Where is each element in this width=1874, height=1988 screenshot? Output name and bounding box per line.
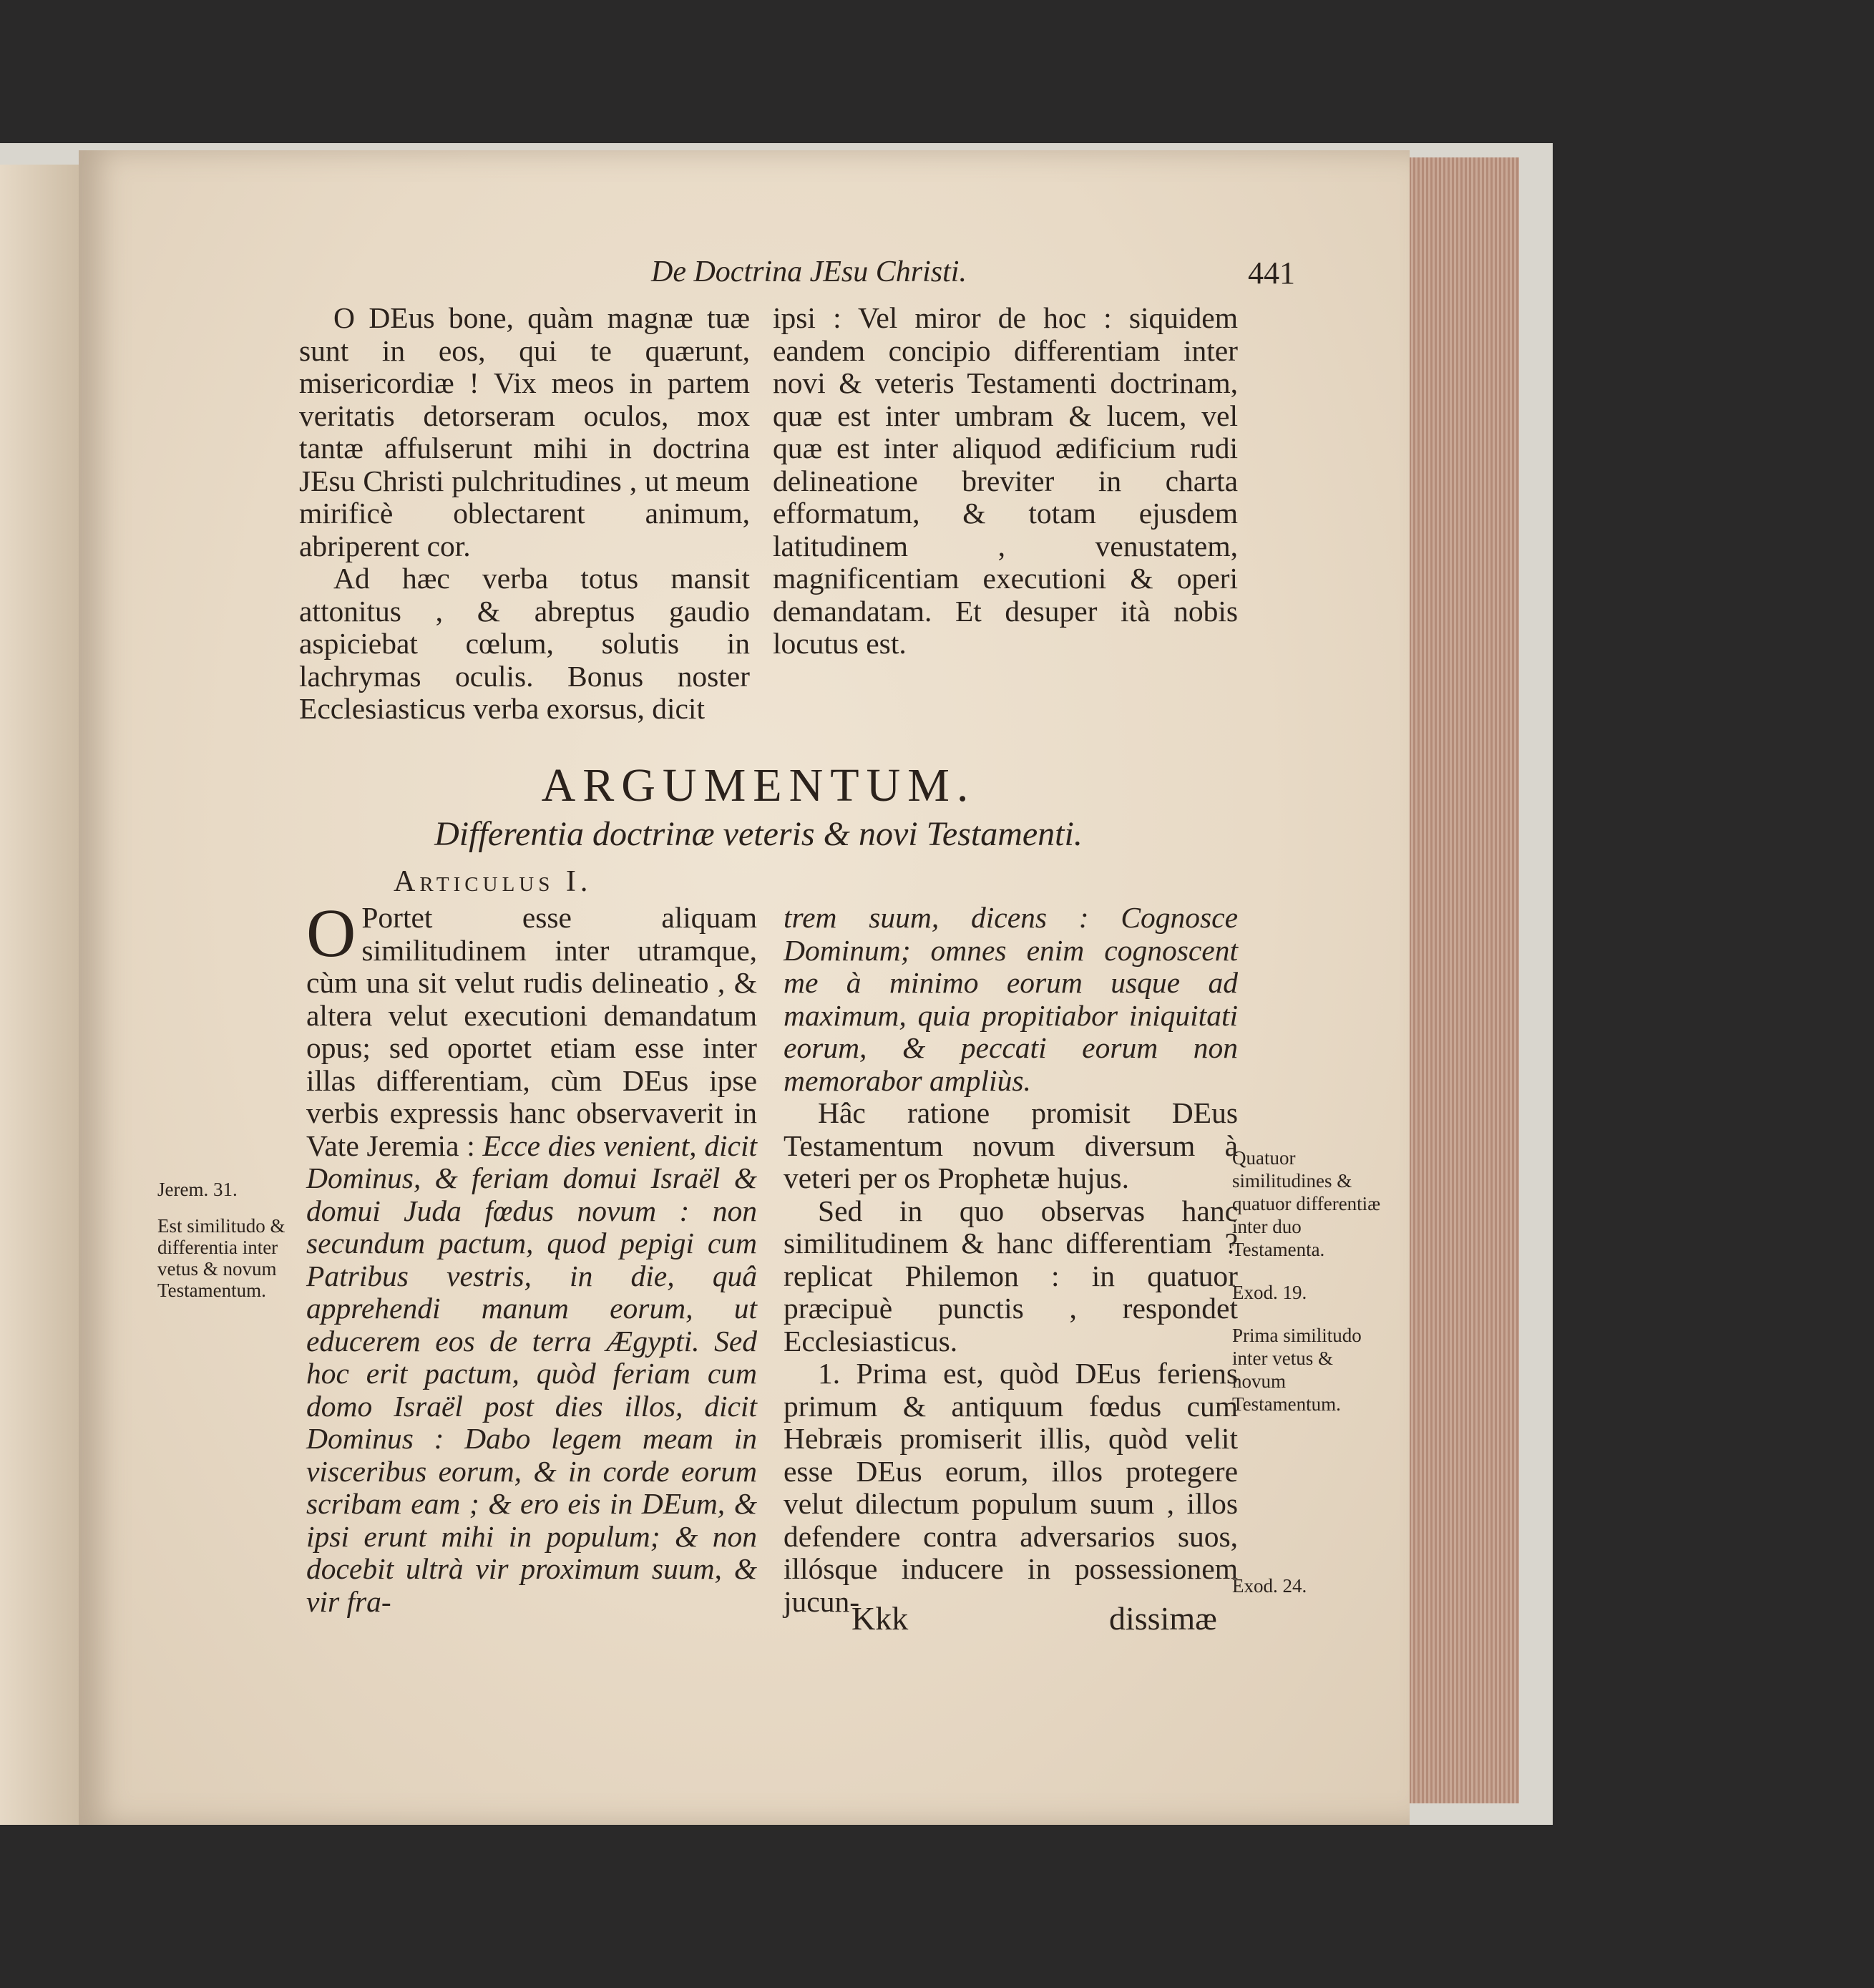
running-title: De Doctrina JEsu Christi. xyxy=(651,255,967,288)
page-edges xyxy=(1402,157,1519,1803)
page-header xyxy=(594,250,1295,301)
scripture-quote: Ecce dies venient, dicit Dominus, & feriam domui Israël & domui Juda fœdus novum : non secundum pactum, quod pepigi cum Patribus vestris, in die, quâ apprehendi manum eorum, ut educerem eos de terra Ægypti. Sed hoc erit pactum, quòd feriam cum domo Israël post dies illos, dicit Dominus : Dabo legem meam in visceribus eorum, & in corde eorum scribam eam ; & ero eis in DEum, & ipsi erunt mihi in populum; & non docebit ultrà vir proximum suum, & vir fra- xyxy=(306,1129,757,1618)
paragraph: O DEus bone, quàm magnæ tuæ sunt in eos, qui te quærunt, misericordiæ ! Vix meos in partem veritatis detorseram oculos, mox tantæ affulserunt mihi in doctrina JEsu Christi pulchritudines , ut meum mirificè oblectarent animum, abriperent cor. xyxy=(299,301,750,562)
drop-cap: O xyxy=(306,895,356,971)
margin-note-right-2: Prima similitudo inter vetus & novum Testamentum. xyxy=(1232,1325,1362,1415)
catchword: dissimæ xyxy=(1109,1600,1217,1637)
column-2 xyxy=(773,302,1238,661)
paragraph: 1. Prima est, quòd DEus feriens primum & antiquum fœdus cum Hebræis promiserit illis, quòd velit esse DEus eorum, illos protegere velut dilectum populum suum , illos defendere contra adversarios suos, illósque inducere in possessionem jucun- xyxy=(784,1357,1238,1618)
margin-note-right-1: Quatuor similitudines & quatuor differentiæ inter duo Testamenta. xyxy=(1232,1147,1381,1260)
signature-mark: Kkk xyxy=(851,1600,909,1637)
margin-note-left: Est similitudo & differentia inter vetus & novum Testamentum. xyxy=(157,1215,286,1301)
book-page xyxy=(79,150,1410,1825)
margin-ref-exod-19: Exod. 19. xyxy=(1232,1282,1307,1303)
paragraph xyxy=(306,895,757,1618)
margin-ref-exod-24: Exod. 24. xyxy=(1232,1575,1307,1597)
margin-ref-jeremiah: Jerem. 31. xyxy=(157,1179,238,1200)
paragraph: Sed in quo observas hanc similitudinem & hanc differentiam ? replicat Philemon : in quatuor præcipuè punctis , respondet Ecclesiasticus. xyxy=(784,1194,1238,1358)
page-number: 441 xyxy=(1248,255,1295,291)
column-1 xyxy=(299,302,750,726)
paragraph: ipsi : Vel miror de hoc : siquidem eandem concipio differentiam inter novi & veteris Testamenti doctrinam, quæ est inter umbram & lucem, vel quæ est inter aliquod ædificium rudi delineatione breviter in charta efformatum, & totam ejusdem latitudinem , venustatem, magnificentiam executioni & operi demandatam. Et desuper ità nobis locutus est. xyxy=(773,301,1238,660)
section-subtitle: Differentia doctrinæ veteris & novi Testamenti. xyxy=(434,815,1083,853)
article-label: Articulus I. xyxy=(394,865,592,898)
scripture-quote: trem suum, dicens : Cognosce Dominum; omnes enim cognoscent me à minimo eorum usque ad maximum, quia propitiabor iniquitati eorum, & peccati eorum non memorabor ampliùs. xyxy=(784,901,1238,1097)
left-page-sliver xyxy=(0,165,79,1825)
paragraph: Ad hæc verba totus mansit attonitus , & abreptus gaudio aspiciebat cœlum, solutis in lachrymas oculis. Bonus noster Ecclesiasticus verba exorsus, dicit xyxy=(299,562,750,725)
section-title: ARGUMENTUM. xyxy=(541,759,976,812)
paragraph: Hâc ratione promisit DEus Testamentum novum diversum à veteri per os Prophetæ hujus. xyxy=(784,1096,1238,1194)
paragraph-text: Portet esse aliquam similitudinem inter utramque, cùm una sit velut rudis delineatio , & altera velut executioni demandatum opus; sed oportet etiam esse inter illas differentiam, cùm DEus ipse verbis expressis hanc observaverit in Vate Jeremia : xyxy=(306,901,757,1162)
column-3 xyxy=(306,895,757,1618)
column-4 xyxy=(784,902,1238,1618)
